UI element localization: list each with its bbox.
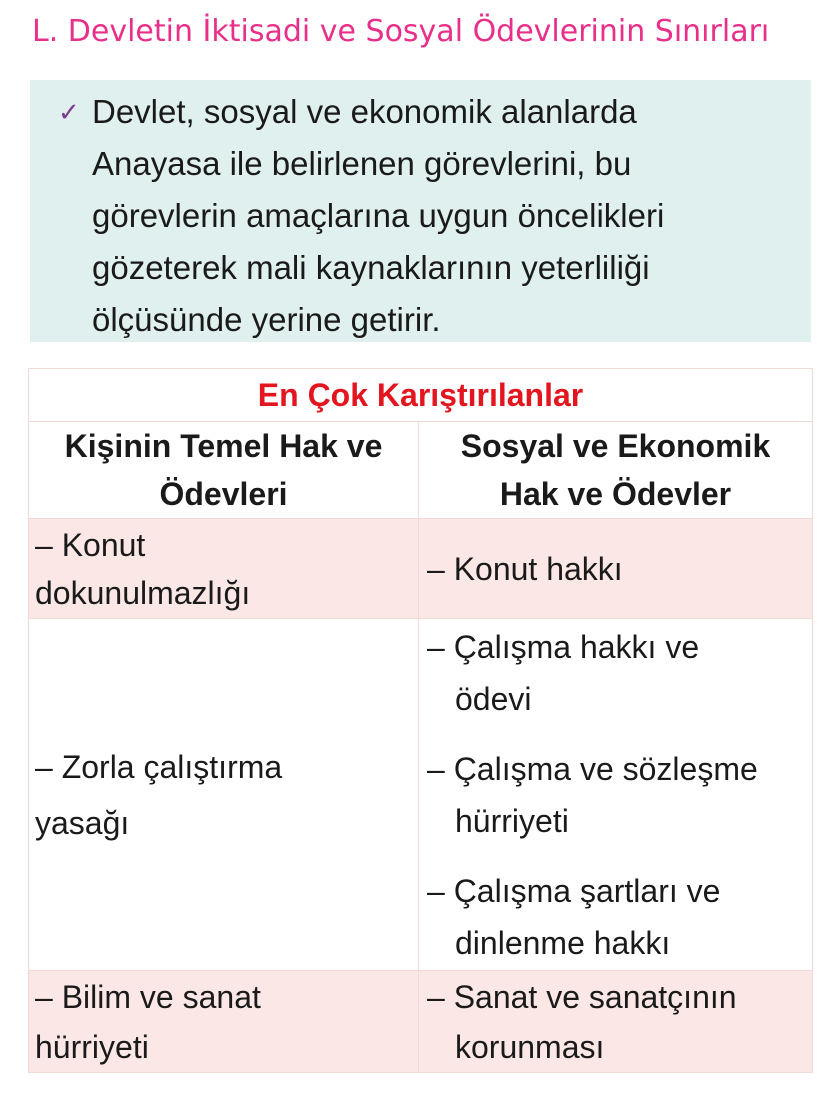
info-box [30, 80, 811, 342]
column-header-social-economic-rights: Sosyal ve Ekonomik Hak ve Ödevler [419, 422, 813, 519]
table-cell: – Zorla çalıştırma yasağı [29, 619, 419, 971]
info-line: Devlet, sosyal ve ekonomik alanlarda [92, 93, 637, 130]
info-line: ölçüsünde yerine getirir. [92, 301, 441, 338]
table-cell [419, 971, 813, 1073]
table-cell: – Bilim ve sanat hürriyeti [29, 971, 419, 1073]
list-item: – Sanat ve sanatçının korunması [427, 978, 737, 1065]
column-header-personal-rights: Kişinin Temel Hak ve Ödevleri [29, 422, 419, 519]
list-item: – Çalışma ve sözleşme hürriyeti [427, 750, 758, 839]
table-row [29, 971, 813, 1073]
section-heading: L. Devletin İktisadi ve Sosyal Ödevlerinin Sınırları [32, 14, 770, 49]
table-row [29, 619, 813, 971]
table-cell [419, 619, 813, 971]
info-line: gözeterek mali kaynaklarının yeterliliği [92, 249, 650, 286]
info-text [92, 86, 664, 346]
list-item: – Çalışma şartları ve dinlenme hakkı [427, 872, 721, 961]
comparison-table [28, 368, 813, 1073]
table-cell: – Konut hakkı [419, 519, 813, 619]
list-item: – Çalışma hakkı ve ödevi [427, 628, 700, 717]
info-line: görevlerin amaçlarına uygun öncelikleri [92, 197, 665, 234]
check-icon: ✓ [58, 98, 80, 128]
table-title: En Çok Karıştırılanlar [29, 369, 813, 422]
table-cell: – Konut dokunulmazlığı [29, 519, 419, 619]
info-line: Anayasa ile belirlenen görevlerini, bu [92, 145, 632, 182]
table-row [29, 519, 813, 619]
